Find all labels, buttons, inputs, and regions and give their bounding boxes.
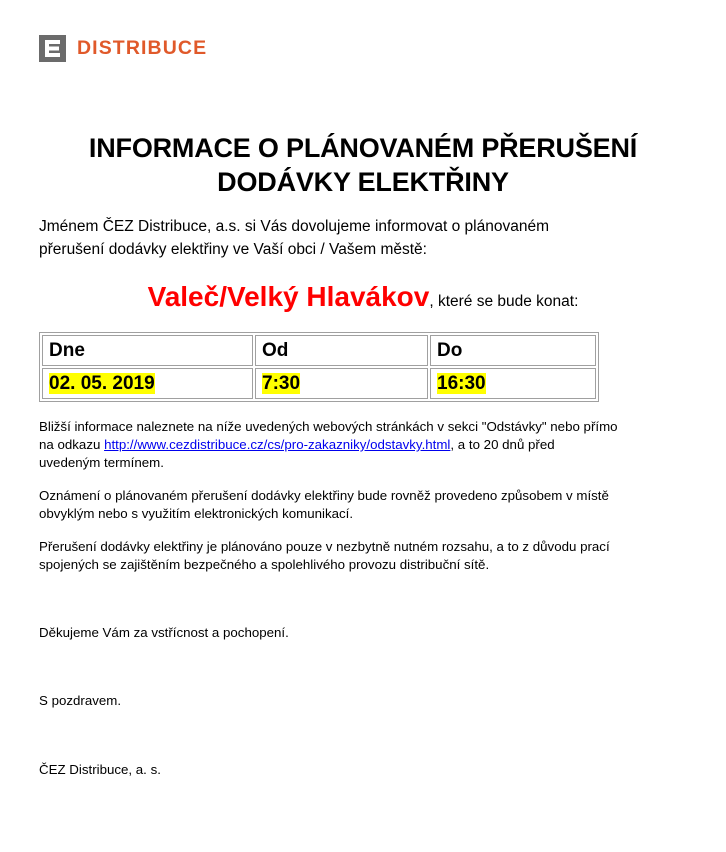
- company-logo: [39, 35, 207, 62]
- intro-line-2: přerušení dodávky elektřiny ve Vaší obci / Vašem městě:: [39, 241, 427, 258]
- header-date: Dne: [42, 335, 253, 366]
- title-line-2: DODÁVKY ELEKTŘINY: [217, 167, 509, 197]
- greeting-text: S pozdravem.: [39, 693, 122, 708]
- details-link-suffix: , a to 20 dnů před: [450, 437, 555, 452]
- place-line: [0, 281, 726, 313]
- details-paragraph: [39, 418, 699, 472]
- notice-line-1: Oznámení o plánovaném přerušení dodávky elektřiny bude rovněž provedeno způsobem v místě: [39, 488, 609, 503]
- notice-line-2: obvyklým nebo s využitím elektronických komunikací.: [39, 506, 354, 521]
- details-line-2: [39, 436, 699, 454]
- details-link-prefix: na odkazu: [39, 437, 105, 452]
- brand-name: DISTRIBUCE: [77, 37, 208, 59]
- to-value: 16:30: [437, 372, 486, 394]
- details-line-3: uvedeným termínem.: [39, 455, 164, 470]
- scope-paragraph: [39, 538, 699, 574]
- signature-text: ČEZ Distribuce, a. s.: [39, 762, 161, 777]
- cell-to: [430, 368, 596, 399]
- details-line-1: Bližší informace naleznete na níže uvedených webových stránkách v sekci "Odstávky" nebo přímo: [39, 419, 618, 434]
- header-to: Do: [430, 335, 596, 366]
- from-value: 7:30: [262, 372, 301, 394]
- schedule-header-row: [42, 335, 596, 366]
- cell-date: [42, 368, 253, 399]
- schedule-data-row: [42, 368, 596, 399]
- place-name: Valeč/Velký Hlavákov: [147, 281, 430, 312]
- thanks-text: Děkujeme Vám za vstřícnost a pochopení.: [39, 625, 289, 640]
- notice-paragraph: [39, 487, 699, 523]
- cez-logo-icon: [39, 35, 66, 62]
- place-suffix: , které se bude konat:: [429, 293, 579, 310]
- date-value: 02. 05. 2019: [49, 372, 155, 394]
- schedule-table: [39, 332, 599, 402]
- outages-link[interactable]: http://www.cezdistribuce.cz/cs/pro-zakazniky/odstavky.html: [104, 437, 451, 452]
- intro-text: [39, 215, 679, 261]
- intro-line-1: Jménem ČEZ Distribuce, a.s. si Vás dovolujeme informovat o plánovaném: [39, 218, 549, 235]
- scope-line-1: Přerušení dodávky elektřiny je plánováno pouze v nezbytně nutném rozsahu, a to z důvodu prací: [39, 539, 610, 554]
- scope-line-2: spojených se zajištěním bezpečného a spolehlivého provozu distribuční sítě.: [39, 557, 490, 572]
- cell-from: [255, 368, 428, 399]
- title-line-1: INFORMACE O PLÁNOVANÉM PŘERUŠENÍ: [88, 133, 638, 163]
- header-from: Od: [255, 335, 428, 366]
- page-title: [0, 131, 726, 199]
